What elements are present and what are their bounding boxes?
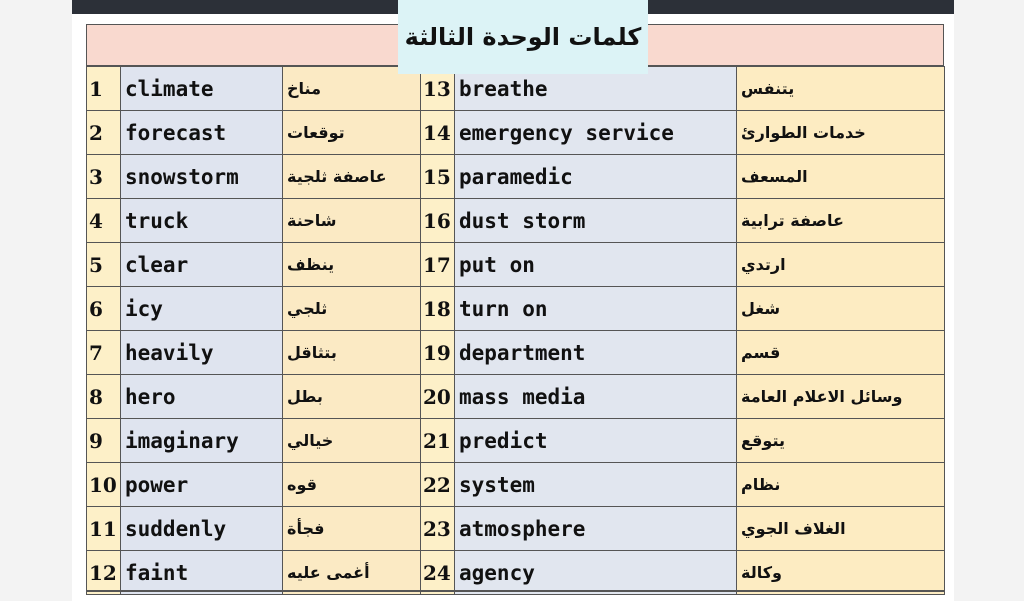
arabic-translation: مناخ xyxy=(283,67,421,111)
row-number: 9 xyxy=(87,419,121,463)
row-number: 23 xyxy=(421,507,455,551)
table-row xyxy=(87,331,945,375)
arabic-translation: قسم xyxy=(737,331,945,375)
arabic-translation: نظام xyxy=(737,463,945,507)
english-word: department xyxy=(455,331,737,375)
left-margin xyxy=(0,0,72,601)
arabic-translation: توقعات xyxy=(283,111,421,155)
english-word: power xyxy=(121,463,283,507)
row-number: 5 xyxy=(87,243,121,287)
arabic-translation: فجأة xyxy=(283,507,421,551)
row-number: 1 xyxy=(87,67,121,111)
arabic-translation: خيالي xyxy=(283,419,421,463)
row-number: 19 xyxy=(421,331,455,375)
arabic-translation: ثلجي xyxy=(283,287,421,331)
english-word: truck xyxy=(121,199,283,243)
arabic-translation: يتوقع xyxy=(737,419,945,463)
row-number: 18 xyxy=(421,287,455,331)
arabic-translation: ينظف xyxy=(283,243,421,287)
arabic-translation: شغل xyxy=(737,287,945,331)
english-word: breathe xyxy=(455,67,737,111)
english-word: snowstorm xyxy=(121,155,283,199)
table-row xyxy=(87,287,945,331)
row-number: 14 xyxy=(421,111,455,155)
arabic-translation: شاحنة xyxy=(283,199,421,243)
row-number: 3 xyxy=(87,155,121,199)
arabic-translation: ارتدي xyxy=(737,243,945,287)
row-number: 13 xyxy=(421,67,455,111)
row-number: 20 xyxy=(421,375,455,419)
table-row xyxy=(87,375,945,419)
english-word: faint xyxy=(121,551,283,595)
row-number: 22 xyxy=(421,463,455,507)
vocabulary-table xyxy=(86,66,945,595)
table-row xyxy=(87,507,945,551)
arabic-translation: الغلاف الجوي xyxy=(737,507,945,551)
english-word: dust storm xyxy=(455,199,737,243)
english-word: clear xyxy=(121,243,283,287)
table-row xyxy=(87,111,945,155)
row-number: 15 xyxy=(421,155,455,199)
english-word: atmosphere xyxy=(455,507,737,551)
english-word: suddenly xyxy=(121,507,283,551)
row-number: 6 xyxy=(87,287,121,331)
arabic-translation: المسعف xyxy=(737,155,945,199)
arabic-translation: أغمى عليه xyxy=(283,551,421,595)
english-word: heavily xyxy=(121,331,283,375)
english-word: put on xyxy=(455,243,737,287)
right-margin xyxy=(944,0,1024,601)
page-title: كلمات الوحدة الثالثة xyxy=(404,23,642,51)
arabic-translation: بطل xyxy=(283,375,421,419)
english-word: imaginary xyxy=(121,419,283,463)
row-number: 8 xyxy=(87,375,121,419)
table-row xyxy=(87,419,945,463)
table-row xyxy=(87,551,945,595)
english-word: hero xyxy=(121,375,283,419)
english-word: climate xyxy=(121,67,283,111)
row-number: 2 xyxy=(87,111,121,155)
table-row xyxy=(87,243,945,287)
english-word: mass media xyxy=(455,375,737,419)
arabic-translation: وكالة xyxy=(737,551,945,595)
english-word: emergency service xyxy=(455,111,737,155)
english-word: agency xyxy=(455,551,737,595)
row-number: 4 xyxy=(87,199,121,243)
arabic-translation: بتثاقل xyxy=(283,331,421,375)
row-number: 10 xyxy=(87,463,121,507)
row-number: 16 xyxy=(421,199,455,243)
row-number: 7 xyxy=(87,331,121,375)
table-row xyxy=(87,155,945,199)
arabic-translation: عاصفة ترابية xyxy=(737,199,945,243)
table-row xyxy=(87,463,945,507)
row-number: 17 xyxy=(421,243,455,287)
arabic-translation: خدمات الطوارئ xyxy=(737,111,945,155)
row-number: 21 xyxy=(421,419,455,463)
english-word: forecast xyxy=(121,111,283,155)
row-number: 24 xyxy=(421,551,455,595)
english-word: turn on xyxy=(455,287,737,331)
bottom-rule xyxy=(86,590,944,592)
title-box xyxy=(398,0,648,74)
arabic-translation: قوه xyxy=(283,463,421,507)
arabic-translation: يتنفس xyxy=(737,67,945,111)
english-word: paramedic xyxy=(455,155,737,199)
english-word: icy xyxy=(121,287,283,331)
table-row xyxy=(87,199,945,243)
arabic-translation: عاصفة ثلجية xyxy=(283,155,421,199)
english-word: system xyxy=(455,463,737,507)
row-number: 12 xyxy=(87,551,121,595)
row-number: 11 xyxy=(87,507,121,551)
english-word: predict xyxy=(455,419,737,463)
arabic-translation: وسائل الاعلام العامة xyxy=(737,375,945,419)
